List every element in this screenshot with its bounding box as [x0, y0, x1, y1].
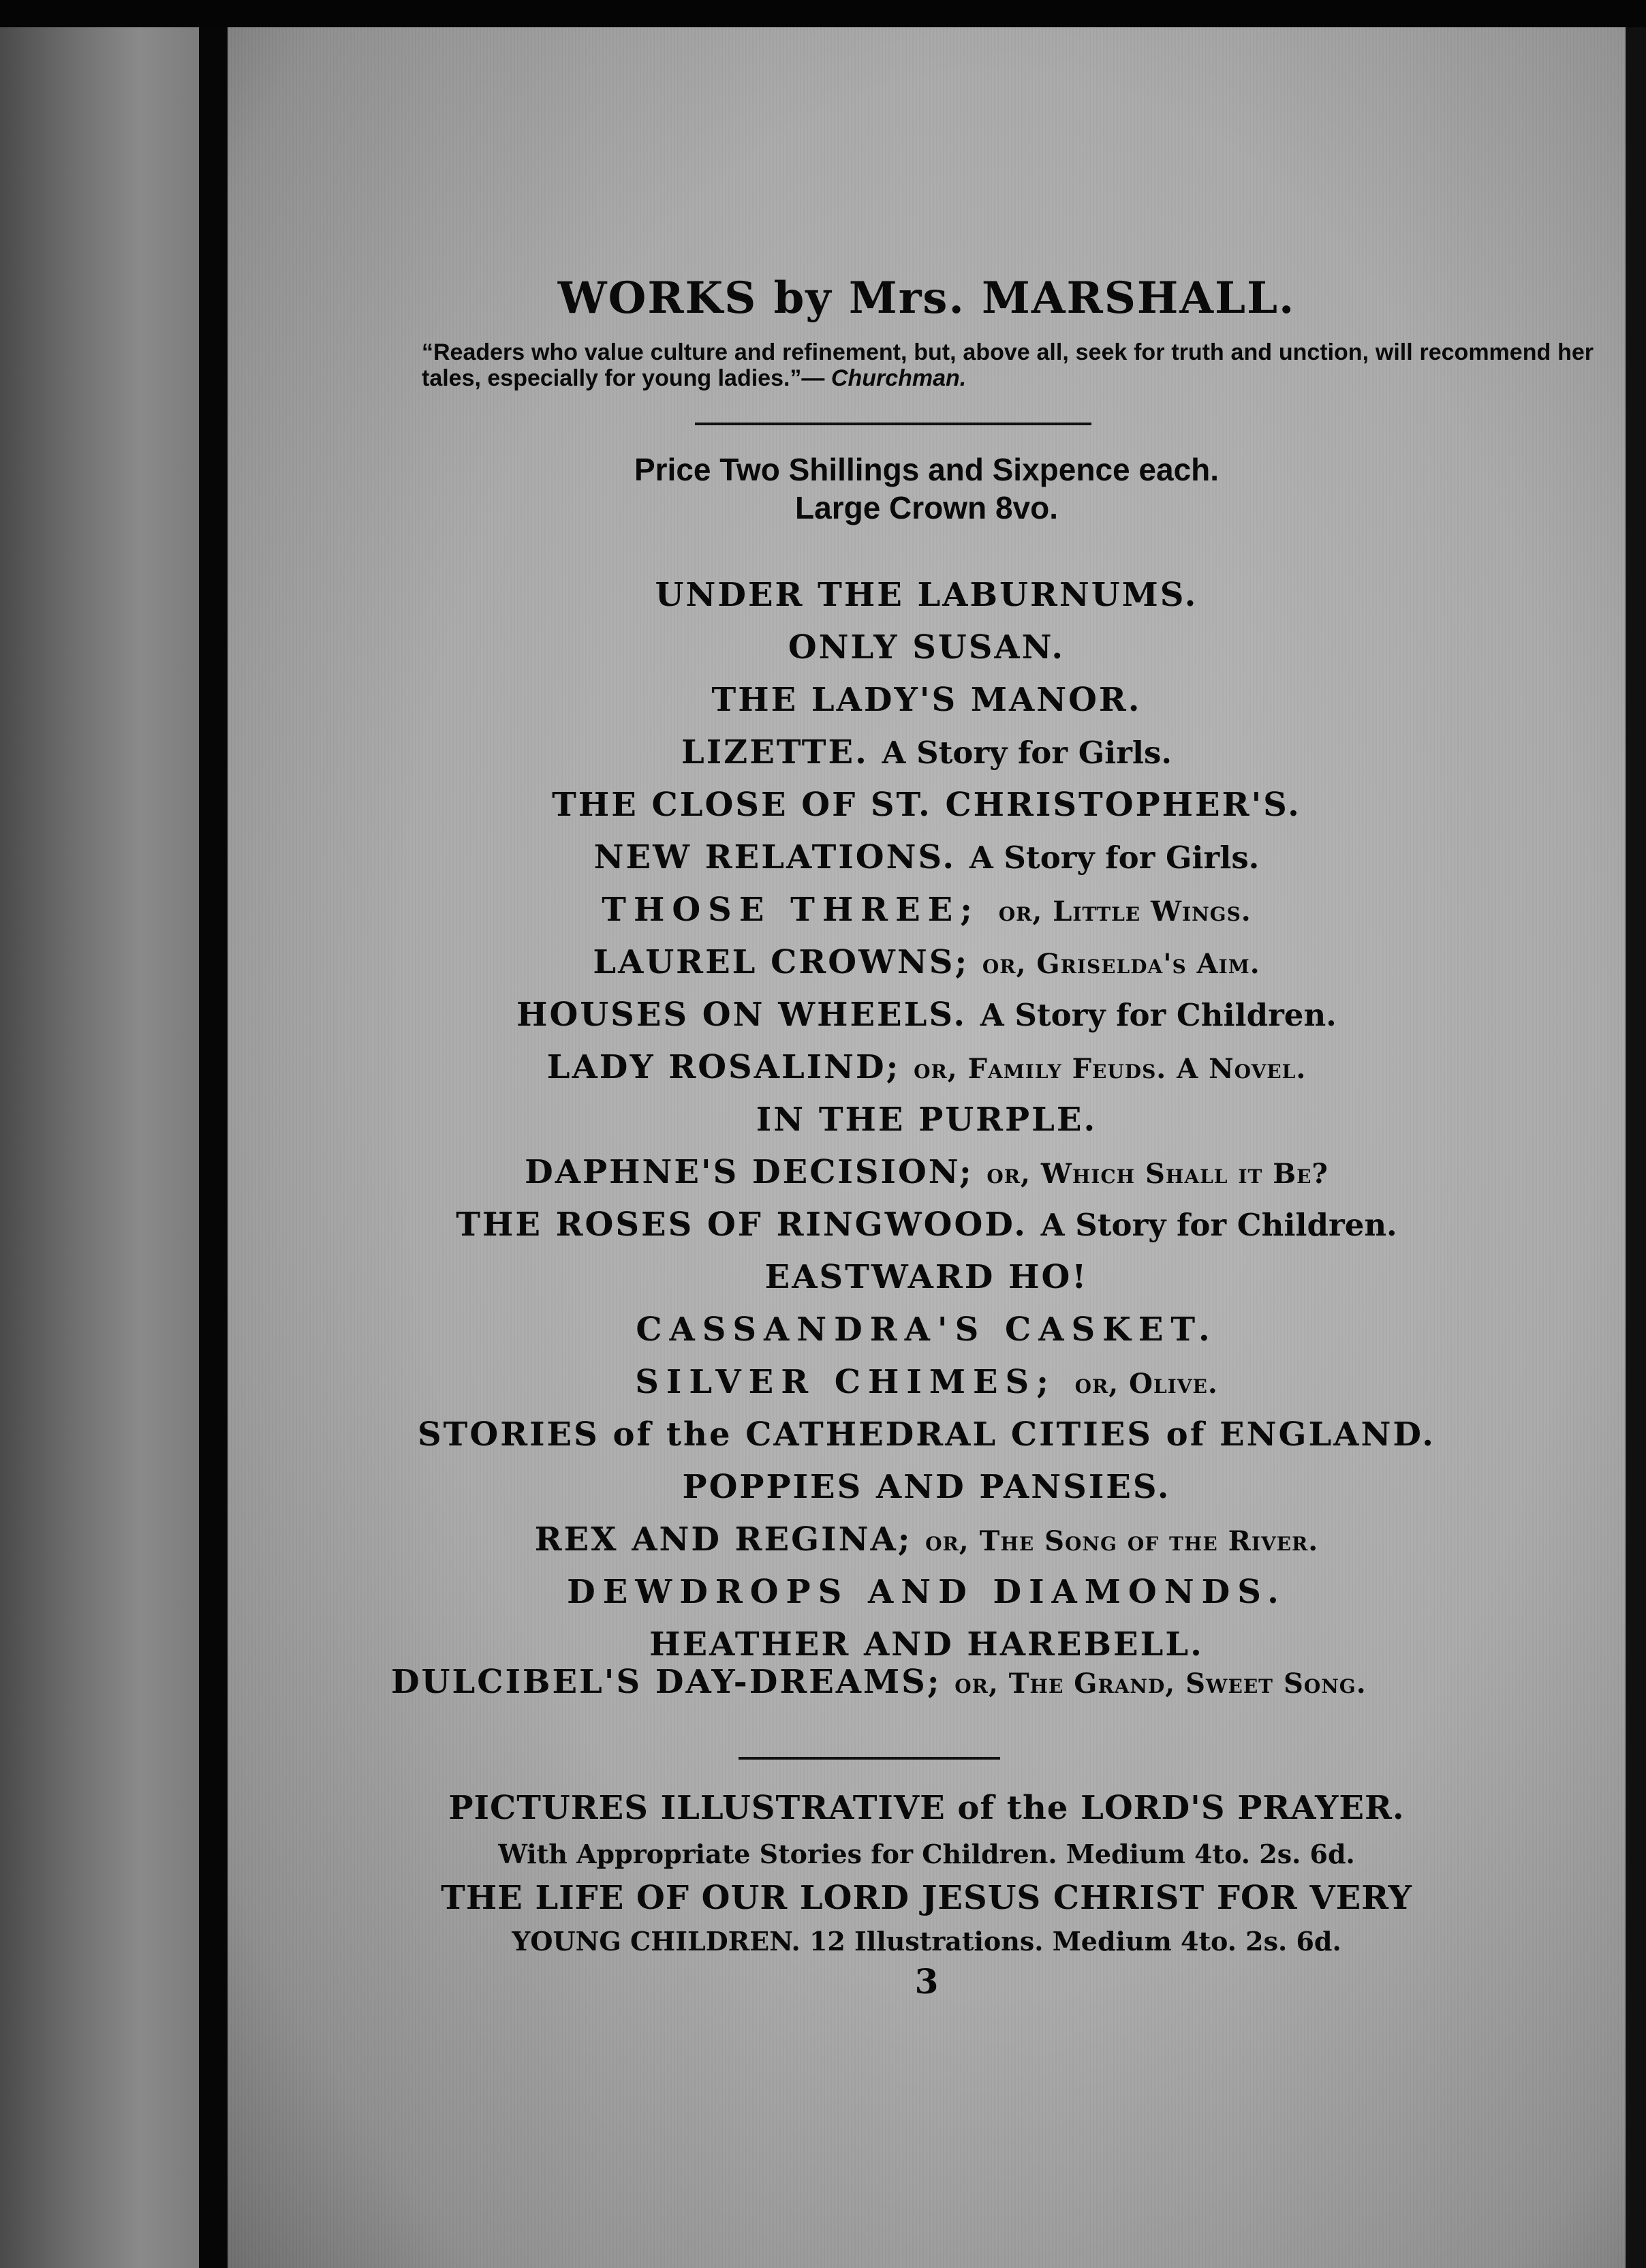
title-main: THOSE THREE;	[602, 891, 980, 929]
title-item	[228, 1363, 1626, 1401]
title-sub: A Story for Children.	[1040, 1207, 1397, 1243]
life-detail: YOUNG CHILDREN. 12 Illustrations. Medium 4to. 2s. 6d.	[512, 1926, 1341, 1957]
format-line: Large Crown 8vo.	[795, 490, 1058, 525]
title-item	[228, 943, 1626, 981]
title-item	[228, 1101, 1626, 1139]
page-heading: WORKS by Mrs. MARSHALL.	[557, 273, 1296, 324]
title-main: STORIES of the CATHEDRAL CITIES of ENGLAND.	[418, 1415, 1435, 1454]
title-main: DULCIBEL'S DAY-DREAMS;	[391, 1663, 942, 1701]
title-sub: or, Which Shall it Be?	[987, 1158, 1329, 1190]
title-item	[228, 786, 1626, 824]
book-gutter	[199, 27, 228, 2268]
title-item	[228, 628, 1626, 666]
title-item-last	[391, 1663, 1590, 1703]
title-item	[228, 576, 1626, 614]
page-content	[228, 27, 1626, 2268]
title-item	[228, 1311, 1626, 1349]
title-main: LADY ROSALIND;	[546, 1048, 901, 1086]
quote-source: Churchman.	[830, 365, 967, 391]
title-main: UNDER THE LABURNUMS.	[655, 576, 1198, 614]
title-item	[228, 1048, 1626, 1086]
title-main: DAPHNE'S DECISION;	[525, 1153, 974, 1191]
title-sub: or, Olive.	[1074, 1368, 1218, 1400]
page-number: 3	[914, 1961, 939, 2002]
scan-right-border	[1626, 27, 1646, 2268]
title-main: REX AND REGINA;	[534, 1520, 912, 1559]
title-item	[228, 1625, 1626, 1664]
title-main: NEW RELATIONS.	[593, 838, 957, 876]
title-item	[228, 1573, 1626, 1611]
title-sub: or, Little Wings.	[998, 895, 1252, 928]
facing-page-edge	[0, 27, 199, 2268]
review-quote	[422, 339, 1594, 391]
title-main: HEATHER AND HAREBELL.	[649, 1625, 1204, 1664]
title-item	[228, 1206, 1626, 1244]
title-sub: or, Griselda's Aim.	[982, 948, 1260, 980]
title-item	[228, 1258, 1626, 1296]
title-item	[228, 1415, 1626, 1454]
title-sub: or, The Grand, Sweet Song.	[954, 1668, 1367, 1700]
title-sub: or, Family Feuds. A Novel.	[914, 1053, 1307, 1085]
title-item	[228, 733, 1626, 771]
title-item	[228, 838, 1626, 876]
title-main: THE CLOSE OF ST. CHRISTOPHER'S.	[552, 786, 1301, 824]
book-page	[228, 27, 1626, 2268]
pictures-detail: With Appropriate Stories for Children. Medium 4to. 2s. 6d.	[498, 1839, 1355, 1869]
title-main: THE ROSES OF RINGWOOD.	[456, 1206, 1027, 1244]
title-main: LIZETTE.	[681, 733, 869, 771]
scan-top-border	[0, 0, 1646, 27]
title-main: DEWDROPS AND DIAMONDS.	[567, 1573, 1286, 1611]
title-main: EASTWARD HO!	[764, 1258, 1089, 1296]
quote-text: “Readers who value culture and refinement, but, above all, seek for truth and unction, will recommend her tales, especially for young ladies.”—	[422, 339, 1594, 391]
title-main: HOUSES ON WHEELS.	[516, 996, 967, 1034]
title-main: SILVER CHIMES;	[635, 1363, 1056, 1401]
title-sub: or, The Song of the River.	[925, 1525, 1319, 1557]
price-line: Price Two Shillings and Sixpence each.	[634, 452, 1220, 487]
title-main: ONLY SUSAN.	[788, 628, 1066, 666]
title-sub: A Story for Children.	[980, 997, 1337, 1033]
title-main: LAUREL CROWNS;	[593, 943, 969, 981]
title-item	[228, 1468, 1626, 1506]
title-sub: A Story for Girls.	[969, 840, 1260, 876]
title-item	[228, 996, 1626, 1034]
title-item	[228, 1153, 1626, 1191]
title-item	[228, 891, 1626, 929]
pictures-title: PICTURES ILLUSTRATIVE of the LORD'S PRAYER.	[448, 1789, 1405, 1827]
life-title: THE LIFE OF OUR LORD JESUS CHRIST FOR VERY	[441, 1879, 1412, 1917]
title-item	[228, 681, 1626, 719]
title-main: POPPIES AND PANSIES.	[682, 1468, 1171, 1506]
divider-rule-lower	[739, 1757, 1000, 1760]
title-item	[228, 1520, 1626, 1559]
title-main: CASSANDRA'S CASKET.	[636, 1311, 1217, 1349]
title-main: THE LADY'S MANOR.	[711, 681, 1142, 719]
divider-rule	[695, 423, 1091, 425]
title-sub: A Story for Girls.	[882, 735, 1173, 771]
title-main: IN THE PURPLE.	[756, 1101, 1098, 1139]
